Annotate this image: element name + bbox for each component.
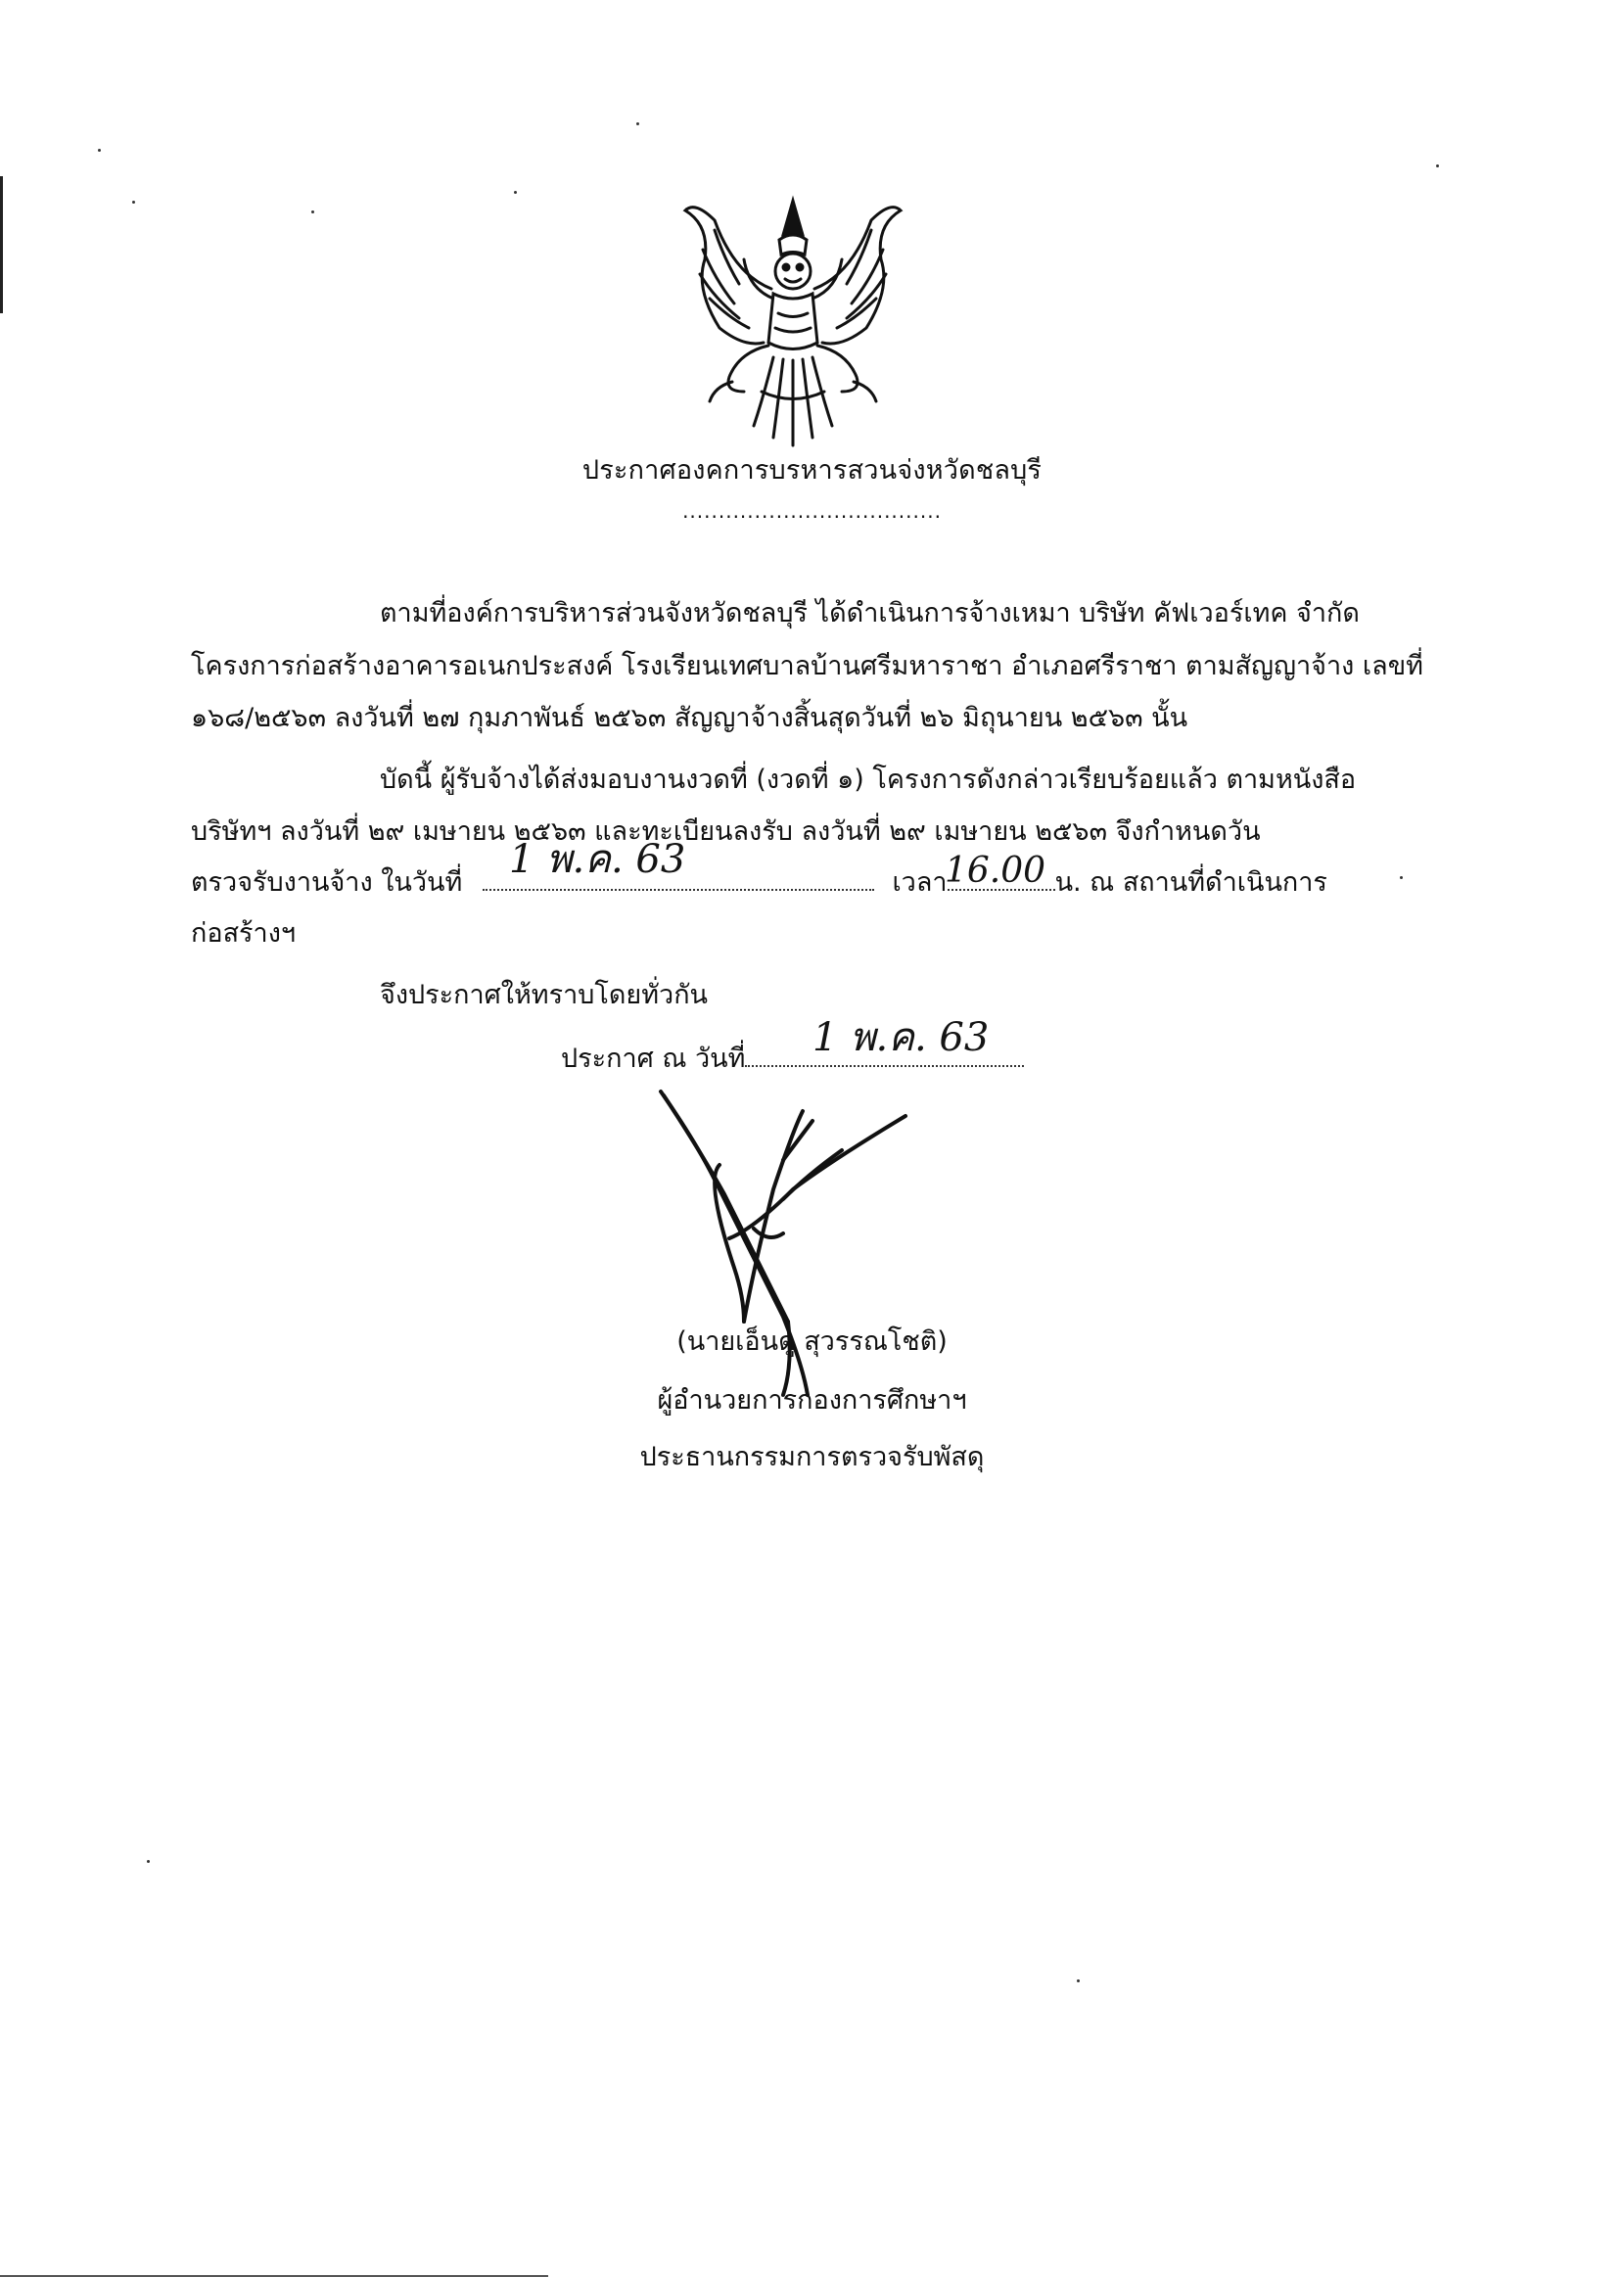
scan-speck [514,191,517,194]
scan-speck [1436,164,1439,167]
title-dotted-line: .................................... [682,499,942,523]
para2-line4: ก่อสร้างฯ [191,918,297,949]
para1-line1: ตามที่องค์การบริหารส่วนจังหวัดชลบุรี ได้ดำเนินการจ้างเหมา บริษัท คัฟเวอร์เทค จำกัด [380,598,1360,628]
handwritten-inspection-time: 16.00 [945,851,1046,891]
time-suffix: น. ณ สถานที่ดำเนินการ [1054,867,1327,898]
scan-speck [636,122,639,125]
scan-speck [311,210,314,213]
handwritten-announce-date: 1 พ.ค. 63 [812,1015,990,1060]
garuda-emblem-icon [656,181,930,455]
signer-name: (นายเอ็นดู สุวรรณโชติ) [676,1326,948,1357]
scan-speck [98,149,101,152]
handwritten-inspection-date: 1 พ.ค. 63 [509,837,686,882]
para2-line2: บริษัทฯ ลงวันที่ ๒๙ เมษายน ๒๕๖๓ และทะเบียนลงรับ ลงวันที่ ๒๙ เมษายน ๒๕๖๓ จึงกำหนดวัน [191,816,1261,847]
para1-line3: ๑๖๘/๒๕๖๓ ลงวันที่ ๒๗ กุมภาพันธ์ ๒๕๖๓ สัญญาจ้างสิ้นสุดวันที่ ๒๖ มิถุนายน ๒๕๖๓ นั้น [191,703,1188,733]
signer-position-1: ผู้อำนวยการกองการศึกษาฯ [657,1385,967,1416]
announce-date-label: ประกาศ ณ วันที่ [561,1044,746,1074]
time-label: เวลา [892,867,948,898]
para1-line2: โครงการก่อสร้างอาคารอเนกประสงค์ โรงเรียนเทศบาลบ้านศรีมหาราชา อำเภอศรีราชา ตามสัญญาจ้าง เลขที่ [191,651,1423,681]
inspection-date-label: ตรวจรับงานจ้าง ในวันที่ [191,867,463,898]
document-title: ประกาศองคการบรหารสวนจ่งหวัดชลบุรี [581,455,1043,486]
scan-speck [1400,876,1403,879]
scan-speck [132,201,135,204]
scan-speck [1077,1979,1080,1982]
para2-line1: บัดนี้ ผู้รับจ้างได้ส่งมอบงานงวดที่ (งวดที่ ๑) โครงการดังกล่าวเรียบร้อยแล้ว ตามหนังสือ [380,765,1357,795]
scan-edge-left [0,176,3,313]
scan-speck [147,1860,150,1863]
closing-text: จึงประกาศให้ทราบโดยทั่วกัน [380,980,708,1010]
signer-position-2: ประธานกรรมการตรวจรับพัสดุ [639,1442,985,1472]
para2-line3 [191,869,1327,896]
